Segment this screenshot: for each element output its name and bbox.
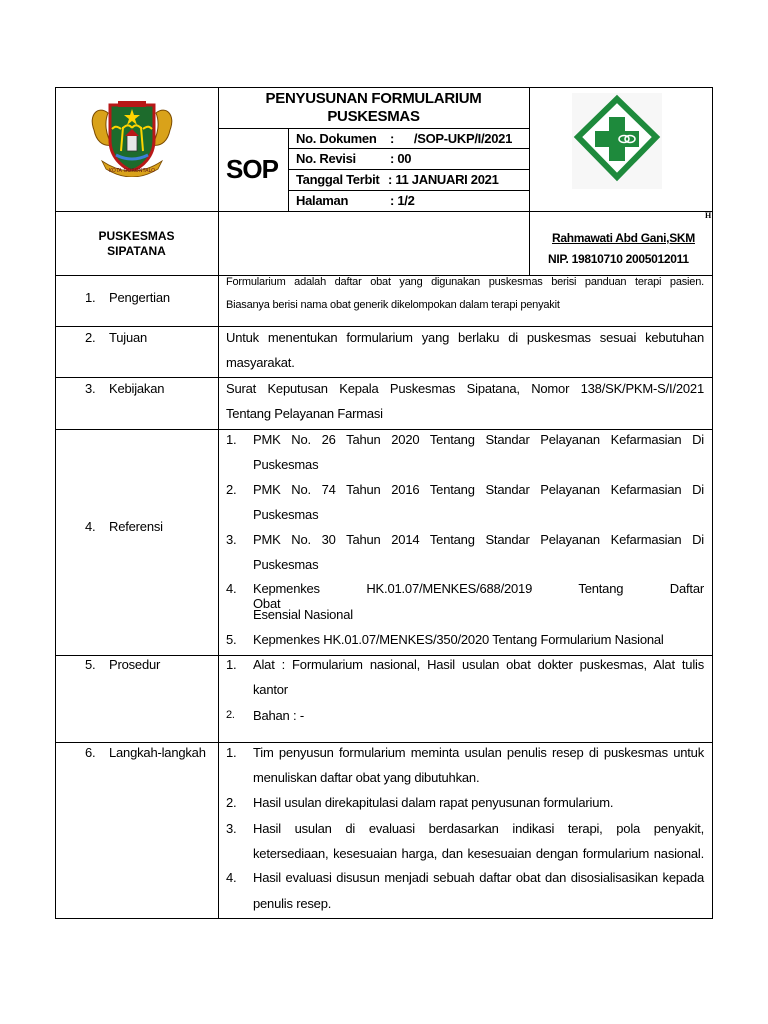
svg-text:KOTA GORONTALO: KOTA GORONTALO (108, 168, 156, 174)
langkah-item-line-1: Hasil evaluasi disusun menjadi sebuah daftar obat dan disosialisasikan kepada (253, 870, 704, 885)
meta-value-tanggal: : 11 JANUARI 2021 (388, 172, 499, 187)
langkah-item-line-1: Hasil usulan direkapitulasi dalam rapat penyusunan formularium. (253, 795, 614, 810)
kebijakan-line-1: Surat Keputusan Kepala Puskesmas Sipatana, Nomor 138/SK/PKM-S/I/2021 (226, 381, 704, 396)
prosedur-item-num: 2. (226, 709, 235, 721)
referensi-item-line-2: Puskesmas (253, 507, 319, 522)
document-title (218, 90, 529, 126)
section-label-prosedur: Prosedur (109, 657, 161, 672)
prosedur-item-line-1: Bahan : - (253, 708, 304, 723)
puskesmas-logo-icon (572, 93, 662, 189)
meta-value-dokumen: : /SOP-UKP/I/2021 (390, 131, 512, 146)
langkah-item-num: 4. (226, 870, 237, 885)
org-name-line-2: SIPATANA (107, 244, 166, 258)
tujuan-line-1: Untuk menentukan formularium yang berlaku di puskesmas sesuai kebutuhan (226, 330, 704, 345)
section-label-kebijakan: Kebijakan (109, 381, 165, 396)
langkah-item-num: 1. (226, 745, 237, 760)
section-label-langkah: Langkah-langkah (109, 745, 206, 760)
section-num-tujuan: 2. (85, 330, 96, 345)
section-num-referensi: 4. (85, 519, 96, 534)
referensi-item-num: 2. (226, 482, 237, 497)
meta-label-tanggal: Tanggal Terbit (296, 172, 380, 187)
meta-label-dokumen: No. Dokumen (296, 131, 377, 146)
meta-label-revisi: No. Revisi (296, 151, 356, 166)
section-num-pengertian: 1. (85, 290, 96, 305)
kebijakan-line-2: Tentang Pelayanan Farmasi (226, 406, 383, 421)
signer-name: Rahmawati Abd Gani,SKM (552, 231, 695, 245)
langkah-item-line-2: penulis resep. (253, 896, 332, 911)
referensi-item-num: 5. (226, 632, 237, 647)
referensi-item-line-1: PMK No. 26 Tahun 2020 Tentang Standar Pelayanan Kefarmasian Di (253, 432, 704, 447)
referensi-item-line-1: Kepmenkes HK.01.07/MENKES/688/2019 Tentang Daftar Obat (253, 581, 704, 611)
prosedur-item-line-2: kantor (253, 682, 288, 697)
langkah-item-line-1: Hasil usulan di evaluasi berdasarkan indikasi terapi, pola penyakit, (253, 821, 704, 836)
referensi-item-line-1: Kepmenkes HK.01.07/MENKES/350/2020 Tentang Formularium Nasional (253, 632, 664, 647)
section-label-pengertian: Pengertian (109, 290, 170, 305)
meta-value-halaman: : 1/2 (390, 193, 415, 208)
pengertian-line-1: Formularium adalah daftar obat yang digunakan puskesmas berisi panduan terapi pasien. (226, 276, 704, 288)
title-line-1: PENYUSUNAN FORMULARIUM (265, 90, 482, 107)
corner-marker: H (705, 211, 712, 220)
prosedur-item-line-1: Alat : Formularium nasional, Hasil usulan obat dokter puskesmas, Alat tulis (253, 657, 704, 672)
section-label-referensi: Referensi (109, 519, 163, 534)
signer-nip: NIP. 19810710 2005012011 (548, 252, 689, 266)
referensi-item-line-1: PMK No. 30 Tahun 2014 Tentang Standar Pelayanan Kefarmasian Di (253, 532, 704, 547)
section-num-kebijakan: 3. (85, 381, 96, 396)
meta-value-revisi: : 00 (390, 151, 412, 166)
referensi-item-num: 3. (226, 532, 237, 547)
langkah-item-num: 3. (226, 821, 237, 836)
referensi-item-num: 1. (226, 432, 237, 447)
org-name-line-1: PUSKESMAS (98, 229, 175, 243)
referensi-item-line-2: Esensial Nasional (253, 607, 353, 622)
langkah-item-line-2: ketersediaan, kesesuaian harga, dan kesesuaian dengan formularium nasional. (253, 846, 704, 861)
section-num-langkah: 6. (85, 745, 96, 760)
tujuan-line-2: masyarakat. (226, 355, 295, 370)
referensi-item-line-1: PMK No. 74 Tahun 2016 Tentang Standar Pelayanan Kefarmasian Di (253, 482, 704, 497)
sop-label: SOP (226, 154, 278, 184)
meta-label-halaman: Halaman (296, 193, 349, 208)
referensi-item-line-2: Puskesmas (253, 457, 319, 472)
pengertian-line-2: Biasanya berisi nama obat generik dikelompokan dalam terapi penyakit (226, 299, 560, 311)
langkah-item-num: 2. (226, 795, 237, 810)
section-label-tujuan: Tujuan (109, 330, 148, 345)
langkah-item-line-1: Tim penyusun formularium meminta usulan penulis resep di puskesmas untuk (253, 745, 704, 760)
title-line-2: PUSKESMAS (327, 108, 420, 125)
prosedur-item-num: 1. (226, 657, 237, 672)
section-num-prosedur: 5. (85, 657, 96, 672)
org-name (55, 229, 218, 259)
referensi-item-num: 4. (226, 581, 237, 596)
regional-emblem-icon (88, 95, 176, 177)
langkah-item-line-2: menuliskan daftar obat yang dibutuhkan. (253, 770, 480, 785)
referensi-item-line-2: Puskesmas (253, 557, 319, 572)
